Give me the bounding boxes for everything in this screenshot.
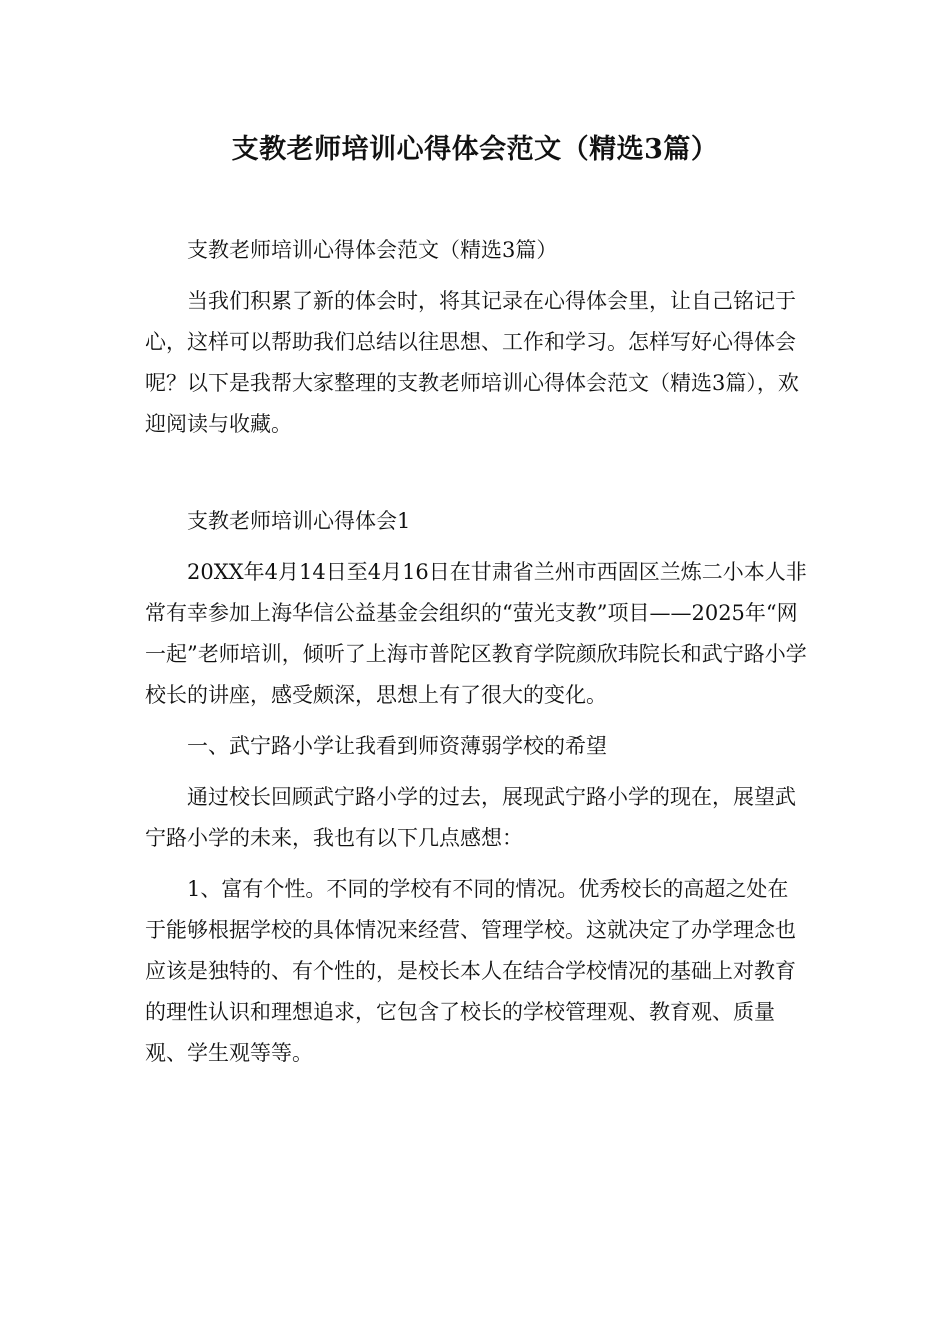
point-heading: 一、武宁路小学让我看到师资薄弱学校的希望 [187, 734, 607, 758]
intro-paragraph: 当我们积累了新的体会时，将其记录在心得体会里，让自己铭记于心，这样可以帮助我们总结以往思想、工作和学习。怎样写好心得体会呢？以下是我帮大家整理的支教老师培训心得体会范文（精选3篇），欢迎阅读与收藏。 [145, 289, 799, 436]
subtitle-paragraph: 支教老师培训心得体会范文（精选3篇） [187, 238, 558, 262]
section-gap [145, 455, 807, 501]
point-paragraph: 通过校长回顾武宁路小学的过去，展现武宁路小学的现在，展望武宁路小学的未来，我也有以下几点感想： [145, 785, 796, 850]
section-paragraph: 20XX年4月14日至4月16日在甘肃省兰州市西固区兰炼二小本人非常有幸参加上海华信公益基金会组织的“萤光支教”项目——2025年“网一起”老师培训，倾听了上海市普陀区教育学院颜欣玮院长和武宁路小学校长的讲座，感受颇深，思想上有了很大的变化。 [145, 560, 807, 707]
section-heading: 支教老师培训心得体会1 [187, 509, 411, 533]
page-title: 支教老师培训心得体会范文（精选3篇） [231, 134, 719, 165]
point-item-paragraph: 1、富有个性。不同的学校有不同的情况。优秀校长的高超之处在于能够根据学校的具体情况来经营、管理学校。这就决定了办学理念也应该是独特的、有个性的，是校长本人在结合学校情况的基础上对教育的理性认识和理想追求，它包含了校长的学校管理观、教育观、质量观、学生观等等。 [145, 877, 796, 1065]
document-body [145, 230, 807, 1084]
